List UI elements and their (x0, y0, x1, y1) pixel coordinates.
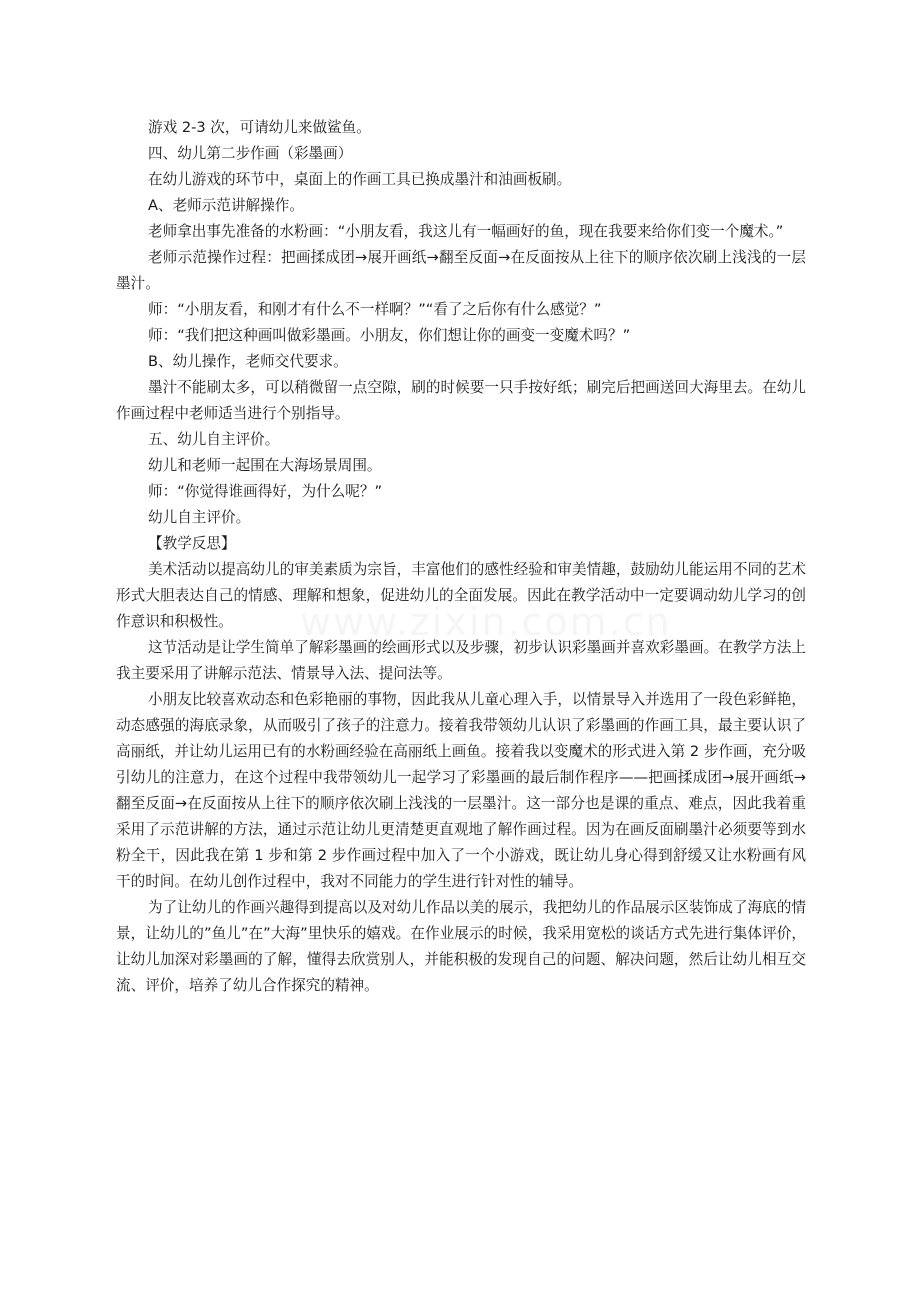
paragraph-reflection-3: 小朋友比较喜欢动态和色彩艳丽的事物，因此我从儿童心理入手，以情景导入并选用了一段色彩鲜艳，动态感强的海底录象，从而吸引了孩子的注意力。接着我带领幼儿认识了彩墨画的作画工具，最主要认识了高丽纸，并让幼儿运用已有的水粉画经验在高丽纸上画鱼。接着我以变魔术的形式进入第 2 步作画，充分吸引幼儿的注意力，在这个过程中我带领幼儿一起学习了彩墨画的最后制作程序——把画揉成团→展开画纸→翻至反面→在反面按从上往下的顺序依次刷上浅浅的一层墨汁。这一部分也是课的重点、难点，因此我着重采用了示范讲解的方法，通过示范让幼儿更清楚更直观地了解作画过程。因为在画反面刷墨汁必须要等到水粉全干，因此我在第 1 步和第 2 步作画过程中加入了一个小游戏，既让幼儿身心得到舒缓又让水粉画有风干的时间。在幼儿创作过程中，我对不同能力的学生进行针对性的辅导。 (116, 691, 806, 890)
paragraph-gather-around: 幼儿和老师一起围在大海场景周围。 (148, 457, 382, 474)
heading-step-four: 四、幼儿第二步作画（彩墨画） (148, 145, 353, 162)
paragraph-teacher-question-2: 师：“我们把这种画叫做彩墨画。小朋友，你们想让你的画变一变魔术吗？” (148, 327, 631, 344)
document-body (116, 115, 806, 999)
paragraph-reflection-1: 美术活动以提高幼儿的审美素质为宗旨，丰富他们的感性经验和审美情趣，鼓励幼儿能运用不同的艺术形式大胆表达自己的情感、理解和想象，促进幼儿的全面发展。因此在教学活动中一定要调动幼儿学习的创作意识和积极性。 (116, 561, 806, 630)
paragraph-tools-changed: 在幼儿游戏的环节中，桌面上的作画工具已换成墨汁和油画板刷。 (148, 171, 572, 188)
paragraph-teacher-question-3: 师：“你觉得谁画得好，为什么呢？” (148, 483, 383, 500)
heading-child-operation: B、幼儿操作，老师交代要求。 (148, 353, 348, 370)
paragraph-self-evaluation: 幼儿自主评价。 (148, 509, 251, 526)
heading-reflection: 【教学反思】 (148, 535, 236, 552)
paragraph-teacher-question-1: 师：“小朋友看，和刚才有什么不一样啊？”“看了之后你有什么感觉？” (148, 301, 602, 318)
heading-step-five: 五、幼儿自主评价。 (148, 431, 280, 448)
paragraph-ink-requirements: 墨汁不能刷太多，可以稍微留一点空隙，刷的时候要一只手按好纸；刷完后把画送回大海里去。在幼儿作画过程中老师适当进行个别指导。 (116, 379, 806, 422)
paragraph-demo-process: 老师示范操作过程：把画揉成团→展开画纸→翻至反面→在反面按从上往下的顺序依次刷上浅浅的一层墨汁。 (116, 249, 806, 292)
paragraph-reflection-2: 这节活动是让学生简单了解彩墨画的绘画形式以及步骤，初步认识彩墨画并喜欢彩墨画。在教学方法上我主要采用了讲解示范法、情景导入法、提问法等。 (116, 639, 806, 682)
paragraph-reflection-4: 为了让幼儿的作画兴趣得到提高以及对幼儿作品以美的展示，我把幼儿的作品展示区装饰成了海底的情景，让幼儿的”鱼儿”在”大海”里快乐的嬉戏。在作业展示的时候，我采用宽松的谈话方式先进行集体评价，让幼儿加深对彩墨画的了解，懂得去欣赏别人，并能积极的发现自己的问题、解决问题，然后让幼儿相互交流、评价，培养了幼儿合作探究的精神。 (116, 899, 806, 994)
heading-teacher-demo: A、老师示范讲解操作。 (148, 197, 304, 214)
paragraph-game-repeat: 游戏 2-3 次，可请幼儿来做鲨鱼。 (148, 119, 371, 136)
paragraph-teacher-magic: 老师拿出事先准备的水粉画：“小朋友看，我这儿有一幅画好的鱼，现在我要来给你们变一个魔术。” (148, 223, 784, 240)
